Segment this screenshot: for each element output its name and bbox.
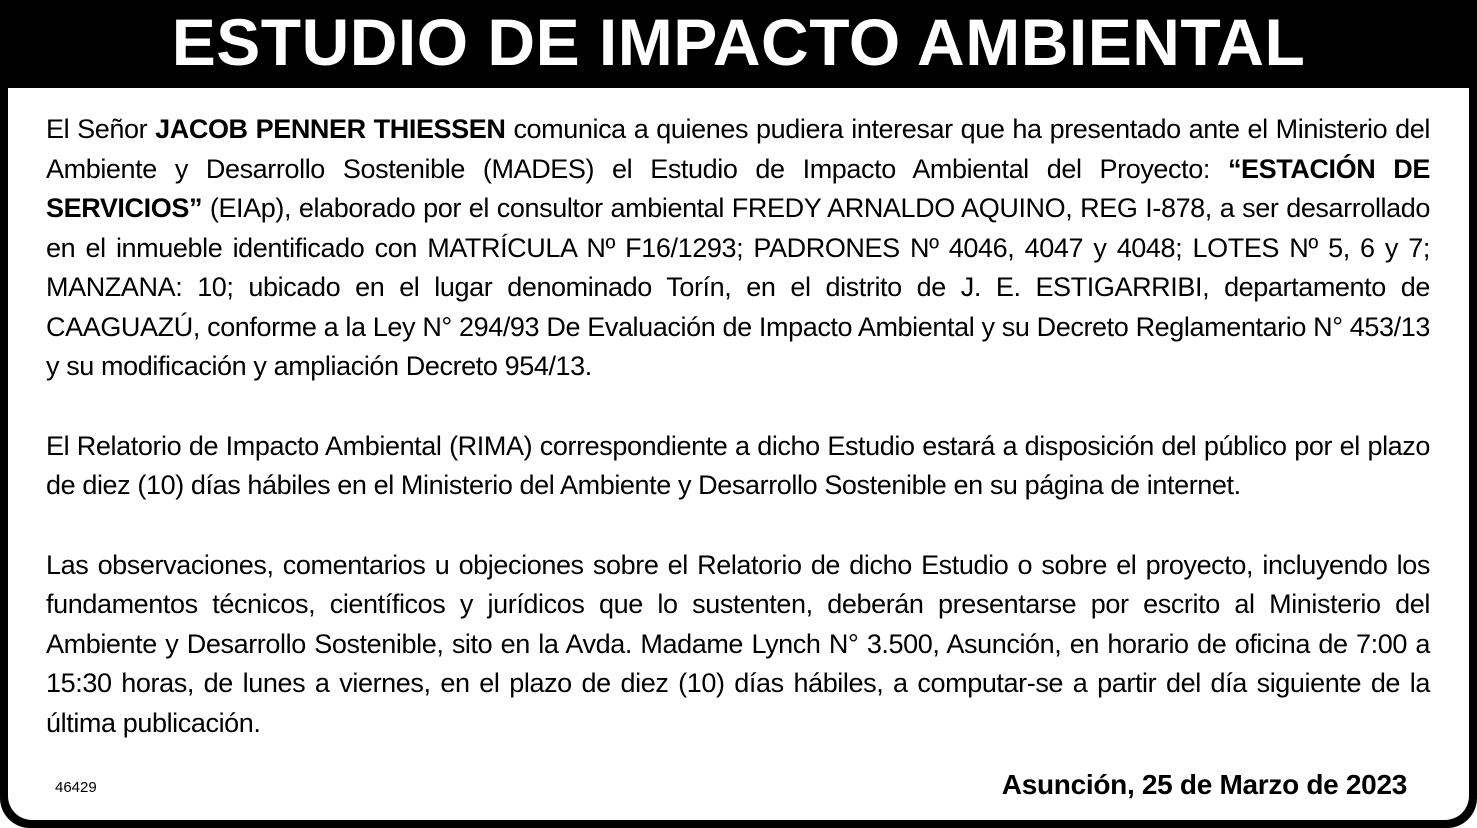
project-name: “ESTACIÓN DE SERVICIOS” [46,153,1431,223]
paragraph-rima: El Relatorio de Impacto Ambiental (RIMA) correspondiente a dicho Estudio estará a disposición del público por el plazo de diez (10) días hábiles en el Ministerio del Ambiente y Desarrollo Sostenible en su página de internet. [46,430,1430,500]
announcement-details: (EIAp), elaborado por el consultor ambiental FREDY ARNALDO AQUINO, REG I-878, a ser desarrollado en el inmueble identificado con MATRÍCULA Nº F16/1293; PADRONES Nº 4046, 4047 y 4048; LOTES Nº 5, 6 y 7; MANZANA: 10; ubicado en el lugar denominado Torín, en el distrito de J. E. ESTIGARRIBI, departamento de CAAGUAZÚ, conforme a la Ley N° 294/93 De Evaluación de Impacto Ambiental y su Decreto Reglamentario N° 453/13 y su modificación y ampliación Decreto 954/13. [46,193,1430,381]
reference-code: 46429 [55,779,97,796]
announcement-intro: El Señor [46,114,156,144]
notice-text [46,110,1430,783]
paragraph-observations: Las observaciones, comentarios u objeciones sobre el Relatorio de dicho Estudio o sobre el proyecto, incluyendo los fundamentos técnicos, científicos y jurídicos que lo sustenten, deberán presentarse por escrito al Ministerio del Ambiente y Desarrollo Sostenible, sito en la Avda. Madame Lynch N° 3.500, Asunción, en horario de oficina de 7:00 a 15:30 horas, de lunes a viernes, en el plazo de diez (10) días hábiles, a computar-se a partir del día siguiente de la última publicación. [46,549,1430,738]
notice-title: ESTUDIO DE IMPACTO AMBIENTAL [171,5,1306,79]
place-date: Asunción, 25 de Marzo de 2023 [1001,769,1407,800]
proponent-name: JACOB PENNER THIESSEN [155,114,506,144]
announcement-text: comunica a quienes pudiera interesar que ha presentado ante el Ministerio del Ambiente y Desarrollo Sostenible (MADES) el Estudio de Impacto Ambiental del Proyecto: [46,114,1430,184]
notice-body [8,88,1469,820]
paragraph-announcement [46,110,1430,387]
